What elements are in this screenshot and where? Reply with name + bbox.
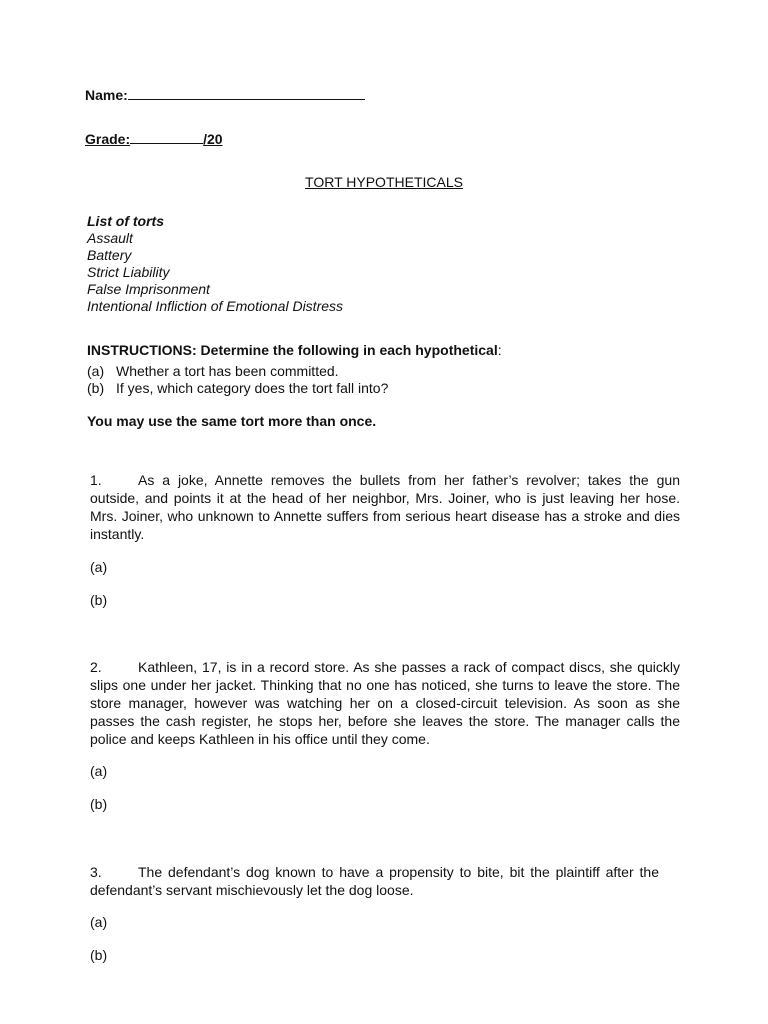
- instruction-item: [87, 380, 388, 397]
- answer-a-label: (a): [90, 763, 108, 779]
- instructions-note: You may use the same tort more than once.: [87, 413, 377, 429]
- instructions-heading: INSTRUCTIONS: Determine the following in each hypothetical: [87, 342, 498, 358]
- name-row: [85, 86, 365, 104]
- grade-label: Grade:: [85, 131, 131, 147]
- instruction-item: [87, 363, 388, 380]
- tort-list: [87, 213, 343, 315]
- answer-a-label: (a): [90, 914, 108, 930]
- question-3: [90, 863, 659, 899]
- question-text: The defendant’s dog known to have a propensity to bite, bit the plaintiff after the defendant’s servant mischievously let the dog loose.: [90, 864, 659, 898]
- instruction-text: Whether a tort has been committed.: [116, 363, 339, 379]
- name-label: Name:: [85, 87, 128, 103]
- question-number: 3.: [90, 864, 102, 880]
- instructions-list: [87, 363, 388, 397]
- tort-list-heading: List of torts: [87, 213, 164, 229]
- question-1: [90, 471, 680, 543]
- question-text: As a joke, Annette removes the bullets from her father’s revolver; takes the gun outside, and points it at the head of her neighbor, Mrs. Joiner, who is just leaving her hose. Mrs. Joiner, who unknown to Annette suffers from serious heart disease has a stroke and dies instantly.: [90, 472, 680, 542]
- instruction-marker: (b): [87, 380, 105, 396]
- answer-b-label: (b): [90, 947, 108, 963]
- tort-item: Battery: [87, 247, 132, 263]
- grade-total: /20: [203, 131, 223, 147]
- question-2: [90, 658, 680, 748]
- question-text: Kathleen, 17, is in a record store. As she passes a rack of compact discs, she quickly slips one under her jacket. Thinking that no one has noticed, she turns to leave the store. The store manager, however was watching her on a closed-circuit television. As soon as she passes the cash register, he stops her, before she leaves the store. The manager calls the police and keeps Kathleen in his office until they come.: [90, 659, 680, 747]
- instructions-colon: :: [497, 342, 502, 358]
- instruction-text: If yes, which category does the tort fall into?: [116, 380, 389, 396]
- tort-item: False Imprisonment: [87, 281, 210, 297]
- tort-item: Assault: [87, 230, 133, 246]
- page-title: TORT HYPOTHETICALS: [305, 174, 463, 190]
- answer-b-label: (b): [90, 592, 108, 608]
- question-number: 1.: [90, 472, 102, 488]
- question-number: 2.: [90, 659, 102, 675]
- name-blank-line[interactable]: [128, 86, 365, 100]
- instruction-marker: (a): [87, 363, 105, 379]
- grade-blank-line[interactable]: [130, 130, 203, 144]
- answer-a-label: (a): [90, 559, 108, 575]
- grade-row: [85, 130, 223, 148]
- instructions-heading-row: [87, 342, 502, 359]
- tort-item: Intentional Infliction of Emotional Distress: [87, 298, 344, 314]
- tort-item: Strict Liability: [87, 264, 170, 280]
- answer-b-label: (b): [90, 796, 108, 812]
